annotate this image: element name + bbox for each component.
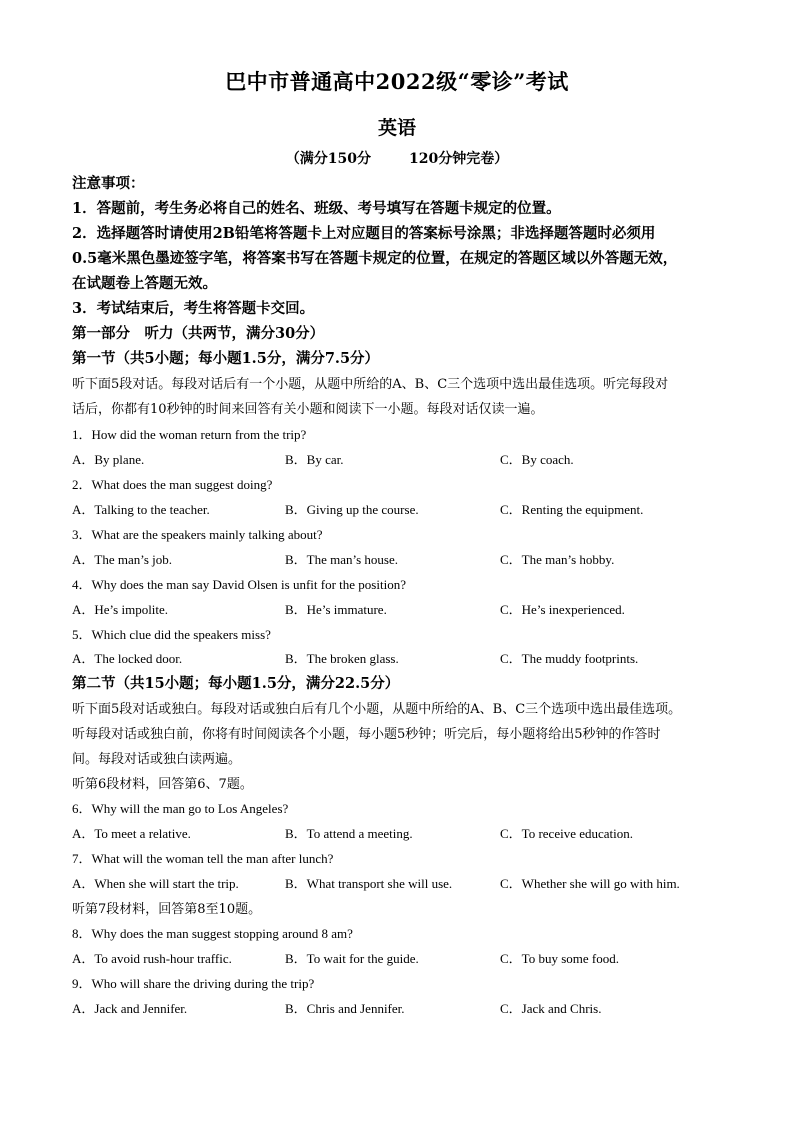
question-6-option-c: C．To receive education. xyxy=(500,826,634,841)
notice-item-3: 3．考试结束后，考生将答题卡交回。 xyxy=(72,300,315,317)
part1-heading: 第一部分 听力（共两节，满分30分） xyxy=(72,325,325,342)
question-7: 7．What will the woman tell the man after lunch? xyxy=(72,851,334,866)
section2-instruction-line-3: 间。每段对话或独白读两遍。 xyxy=(72,752,242,767)
question-5: 5．Which clue did the speakers miss? xyxy=(72,627,271,642)
notice-item-2-line-1: 2．选择题答时请使用2B铅笔将答题卡上对应题目的答案标号涂黑；非选择题答题时必须用 xyxy=(72,225,656,242)
question-6: 6．Why will the man go to Los Angeles? xyxy=(72,801,289,816)
question-9-option-b: B．Chris and Jennifer. xyxy=(285,1001,405,1016)
section2-instruction-line-2: 听每段对话或独白前，你将有时间阅读各个小题，每小题5秒钟；听完后，每小题将给出5秒钟的作答时 xyxy=(72,727,661,742)
question-9: 9．Who will share the driving during the trip? xyxy=(72,976,315,991)
exam-subject: 英语 xyxy=(377,117,416,139)
material-7-label: 听第7段材料，回答第8至10题。 xyxy=(72,902,262,917)
question-3-option-b: B．The man’s house. xyxy=(285,552,399,567)
notice-item-2-line-3: 在试题卷上答题无效。 xyxy=(72,275,217,292)
material-6-label: 听第6段材料，回答第6、7题。 xyxy=(72,777,253,792)
section1-instruction-line-1: 听下面5段对话。每段对话后有一个小题，从题中所给的A、B、C三个选项中选出最佳选项。听完每段对 xyxy=(72,377,669,392)
question-2-option-b: B．Giving up the course. xyxy=(285,502,419,517)
question-5-option-c: C．The muddy footprints. xyxy=(500,651,639,666)
section2-heading: 第二节（共15小题；每小题1.5分，满分22.5分） xyxy=(72,675,400,692)
question-7-option-c: C．Whether she will go with him. xyxy=(500,876,680,891)
question-9-option-c: C．Jack and Chris. xyxy=(500,1001,602,1016)
notice-heading: 注意事项： xyxy=(72,175,145,192)
question-6-option-a: A．To meet a relative. xyxy=(72,826,191,841)
notice-item-1: 1．答题前，考生务必将自己的姓名、班级、考号填写在答题卡规定的位置。 xyxy=(72,200,561,217)
question-4-option-b: B．He’s immature. xyxy=(285,602,387,617)
score-info: （满分150分 xyxy=(285,151,371,167)
question-1-option-a: A．By plane. xyxy=(72,452,145,467)
question-3-option-c: C．The man’s hobby. xyxy=(500,552,615,567)
question-3: 3．What are the speakers mainly talking about? xyxy=(72,527,323,542)
section1-instruction-line-2: 话后，你都有10秒钟的时间来回答有关小题和阅读下一小题。每段对话仅读一遍。 xyxy=(72,402,544,417)
question-9-option-a: A．Jack and Jennifer. xyxy=(72,1001,188,1016)
time-info: 120分钟完卷） xyxy=(409,151,509,167)
question-1: 1．How did the woman return from the trip? xyxy=(72,427,307,442)
question-8-option-c: C．To buy some food. xyxy=(500,951,619,966)
question-2-option-c: C．Renting the equipment. xyxy=(500,502,644,517)
section2-instruction-line-1: 听下面5段对话或独白。每段对话或独白后有几个小题，从题中所给的A、B、C三个选项中选出最佳选项。 xyxy=(72,702,682,717)
question-2: 2．What does the man suggest doing? xyxy=(72,477,273,492)
question-4-option-c: C．He’s inexperienced. xyxy=(500,602,625,617)
exam-title: 巴中市普通高中2022级“零诊”考试 xyxy=(225,69,569,94)
section1-heading: 第一节（共5小题；每小题1.5分，满分7.5分） xyxy=(72,350,380,367)
question-6-option-b: B．To attend a meeting. xyxy=(285,826,413,841)
question-2-option-a: A．Talking to the teacher. xyxy=(72,502,210,517)
question-5-option-a: A．The locked door. xyxy=(72,651,183,666)
exam-score-time xyxy=(0,148,794,168)
question-8: 8．Why does the man suggest stopping around 8 am? xyxy=(72,926,353,941)
question-8-option-b: B．To wait for the guide. xyxy=(285,951,419,966)
question-3-option-a: A．The man’s job. xyxy=(72,552,173,567)
question-1-option-b: B．By car. xyxy=(285,452,344,467)
question-8-option-a: A．To avoid rush-hour traffic. xyxy=(72,951,232,966)
question-1-option-c: C．By coach. xyxy=(500,452,574,467)
question-7-option-a: A．When she will start the trip. xyxy=(72,876,239,891)
notice-item-2-line-2: 0.5毫米黑色墨迹签字笔，将答案书写在答题卡规定的位置，在规定的答题区域以外答题无效， xyxy=(72,250,678,267)
question-5-option-b: B．The broken glass. xyxy=(285,651,399,666)
question-4: 4．Why does the man say David Olsen is unfit for the position? xyxy=(72,577,406,592)
question-7-option-b: B．What transport she will use. xyxy=(285,876,453,891)
question-4-option-a: A．He’s impolite. xyxy=(72,602,169,617)
